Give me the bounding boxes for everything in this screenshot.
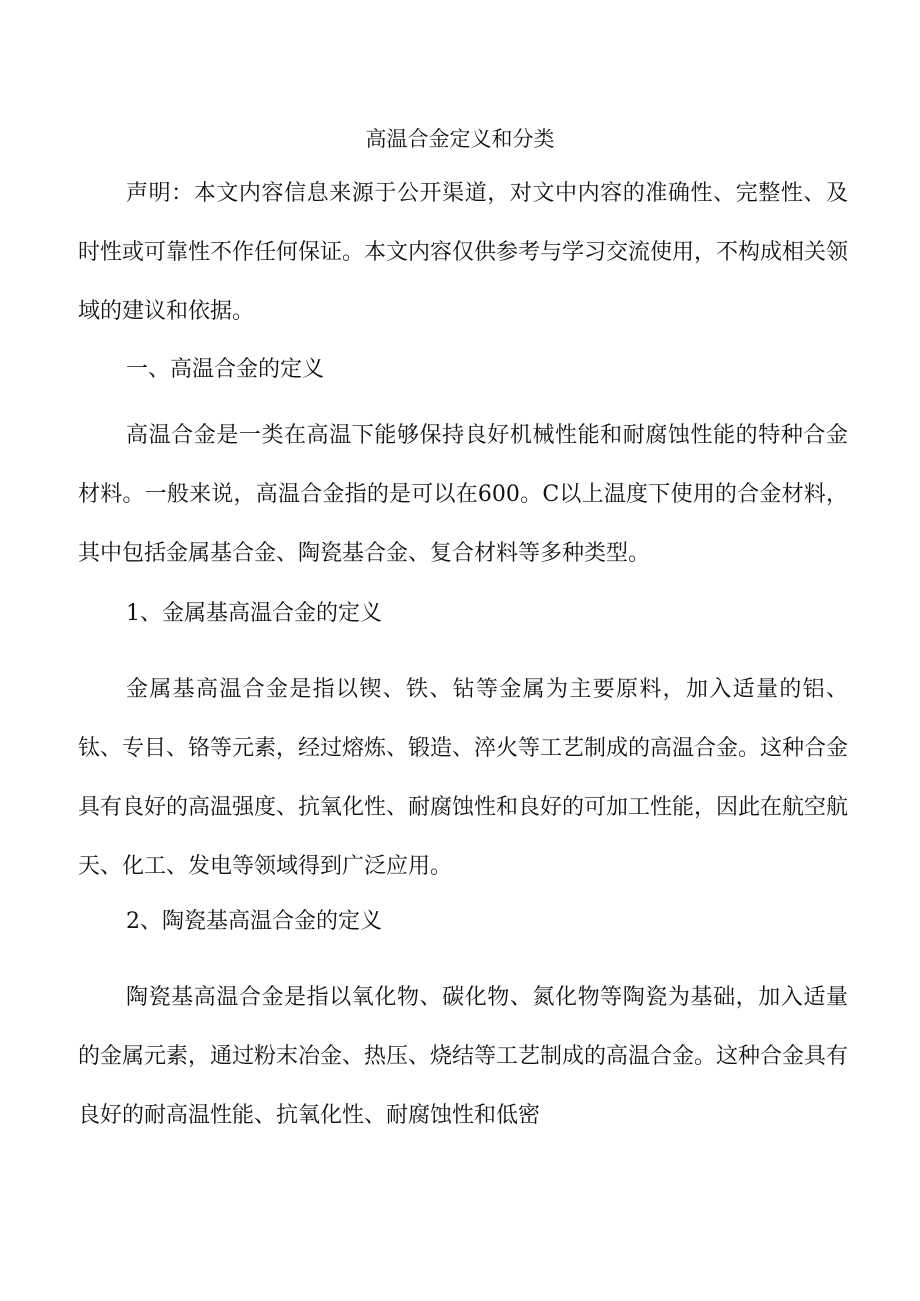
- subsection-body-ceramic-based: 陶瓷基高温合金是指以氧化物、碳化物、氮化物等陶瓷为基础，加入适量的金属元素，通过粉末冶金、热压、烧结等工艺制成的高温合金。这种合金具有良好的耐高温性能、抗氧化性、耐腐蚀性和低密: [78, 985, 849, 1128]
- disclaimer-paragraph: 声明：本文内容信息来源于公开渠道，对文中内容的准确性、完整性、及时性或可靠性不作任何保证。本文内容仅供参考与学习交流使用，不构成相关领域的建议和依据。: [78, 181, 849, 324]
- section-body-definition: 高温合金是一类在高温下能够保持良好机械性能和耐腐蚀性能的特种合金材料。一般来说，高温合金指的是可以在600。C以上温度下使用的合金材料，其中包括金属基合金、陶瓷基合金、复合材料等多种类型。: [78, 423, 848, 566]
- document-title: 高温合金定义和分类: [365, 127, 555, 151]
- subsection-heading-ceramic-based: 2、陶瓷基高温合金的定义: [126, 909, 382, 934]
- section-heading-definition: 一、高温合金的定义: [126, 357, 325, 382]
- subsection-heading-metal-based: 1、金属基高温合金的定义: [126, 601, 382, 626]
- subsection-body-metal-based: 金属基高温合金是指以锲、铁、钻等金属为主要原料，加入适量的铝、钛、专目、铬等元素，经过熔炼、锻造、淬火等工艺制成的高温合金。这种合金具有良好的高温强度、抗氧化性、耐腐蚀性和良好的可加工性能，因此在航空航天、化工、发电等领域得到广泛应用。: [78, 677, 849, 879]
